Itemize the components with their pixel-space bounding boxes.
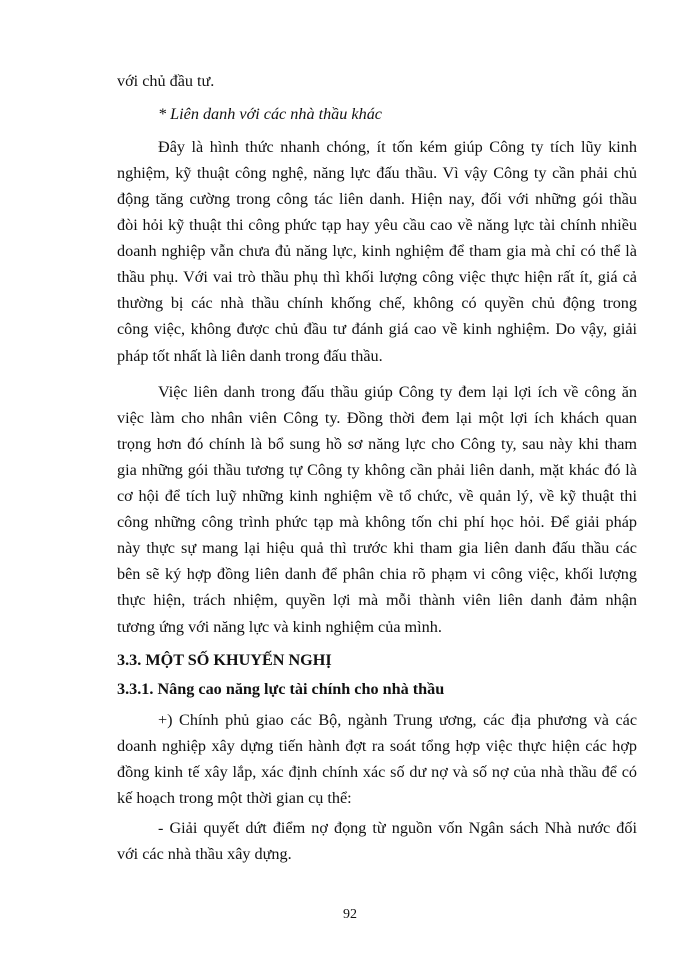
- paragraph-line: với các nhà thầu xây dựng.: [117, 845, 292, 863]
- paragraph-line: kế hoạch trong một thời gian cụ thể:: [117, 789, 352, 807]
- paragraph-line: việc làm cho nhân viên Công ty. Đồng thời đem lại một lợi ích khách quan: [117, 409, 637, 427]
- paragraph-line: đòi hỏi kỹ thuật thi công phức tạp hay yêu cầu cao về năng lực tài chính nhiều: [117, 216, 637, 234]
- paragraph-line: thầu phụ. Với vai trò thầu phụ thì khối lượng công việc thực hiện rất ít, giá cả: [117, 268, 637, 286]
- list-item: - Giải quyết dứt điểm nợ đọng từ nguồn vốn Ngân sách Nhà nước đối: [158, 819, 637, 837]
- paragraph-line: doanh nghiệp xây dựng tiến hành đợt ra soát tổng hợp việc thực hiện các hợp: [117, 737, 637, 755]
- paragraph-line: doanh nghiệp vẫn chưa đủ năng lực, kinh nghiệm để tham gia mà chỉ có thể là: [117, 242, 637, 260]
- section-heading: 3.3. MỘT SỐ KHUYẾN NGHỊ: [117, 651, 332, 669]
- section-subheading: * Liên danh với các nhà thầu khác: [158, 105, 382, 123]
- paragraph-line: nghiệm, kỹ thuật công nghệ, năng lực đấu thầu. Vì vậy Công ty cần phải chủ: [117, 164, 637, 182]
- paragraph-line: pháp tốt nhất là liên danh trong đấu thầu.: [117, 347, 383, 365]
- paragraph-line: bên sẽ ký hợp đồng liên danh để phân chia rõ phạm vi công việc, khối lượng: [117, 565, 637, 583]
- paragraph-line: gia những gói thầu tương tự Công ty không cần phải liên danh, mặt khác đó là: [117, 461, 637, 479]
- paragraph-line: động tăng cường trong công tác liên danh. Hiện nay, đối với những gói thầu: [117, 190, 637, 208]
- paragraph-line: với chủ đầu tư.: [117, 72, 215, 90]
- page-number: 92: [343, 907, 357, 922]
- paragraph-line: thường bị các nhà thầu chính khống chế, không có quyền chủ động trong: [117, 294, 637, 312]
- paragraph-line: công việc, không được chủ đầu tư đánh giá cao về kinh nghiệm. Do vậy, giải: [117, 320, 637, 338]
- paragraph-line: đồng kinh tế xây lắp, xác định chính xác số dư nợ và số nợ của nhà thầu để có: [117, 763, 637, 781]
- subsection-heading: 3.3.1. Nâng cao năng lực tài chính cho nhà thầu: [117, 680, 445, 698]
- paragraph-line: cơ hội để tích luỹ những kinh nghiệm về tổ chức, về quản lý, về kỹ thuật thi: [117, 487, 637, 505]
- paragraph-line: +) Chính phủ giao các Bộ, ngành Trung ương, các địa phương và các: [158, 711, 637, 729]
- paragraph-line: Đây là hình thức nhanh chóng, ít tốn kém giúp Công ty tích lũy kinh: [158, 138, 637, 156]
- paragraph-line: này thực sự mang lại hiệu quả thì trước khi tham gia liên danh đấu thầu các: [117, 539, 637, 557]
- paragraph-line: thực hiện, trách nhiệm, quyền lợi mà mỗi thành viên liên danh đảm nhận: [117, 591, 637, 609]
- paragraph-line: Việc liên danh trong đấu thầu giúp Công ty đem lại lợi ích về công ăn: [158, 383, 637, 401]
- paragraph-line: tương ứng với năng lực và kinh nghiệm của mình.: [117, 618, 442, 636]
- paragraph-line: trọng hơn đó chính là bổ sung hồ sơ năng lực cho Công ty, sau này khi tham: [117, 435, 637, 453]
- paragraph-line: công những công trình phức tạp mà không tốn chi phí học hỏi. Để giải pháp: [117, 513, 637, 531]
